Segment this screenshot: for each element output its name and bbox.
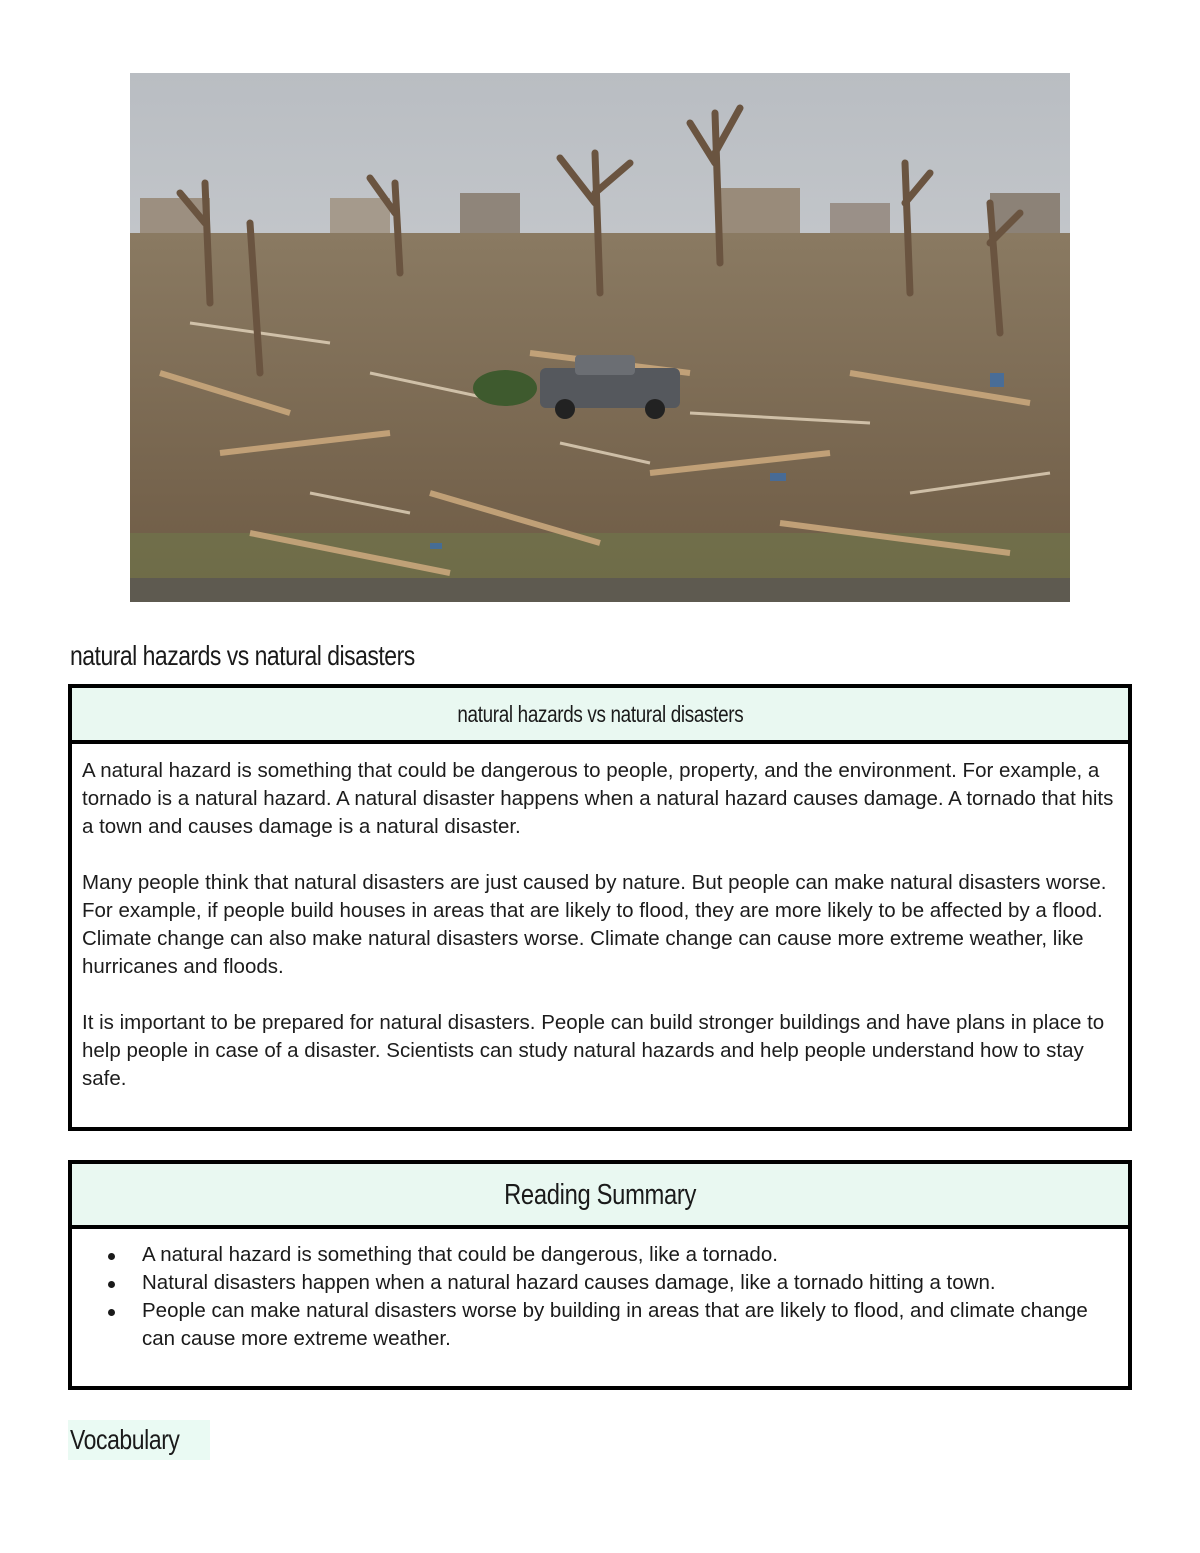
reading-box-header	[72, 688, 1128, 744]
bullet-icon	[108, 1281, 115, 1288]
summary-item-text: Natural disasters happen when a natural hazard causes damage, like a tornado hitting a town.	[142, 1271, 996, 1294]
reading-box-body	[72, 744, 1128, 1093]
summary-item-text: People can make natural disasters worse by building in areas that are likely to flood, and climate change can cause more extreme weather.	[142, 1299, 1088, 1350]
vocabulary-heading: Vocabulary	[70, 1424, 180, 1455]
summary-item-text: A natural hazard is something that could be dangerous, like a tornado.	[142, 1243, 778, 1266]
reading-box-title: natural hazards vs natural disasters	[457, 701, 743, 727]
bullet-icon	[108, 1253, 115, 1260]
tornado-damage-photo	[130, 73, 1070, 602]
summary-list	[72, 1229, 1128, 1353]
page-title: natural hazards vs natural disasters	[70, 640, 415, 671]
bullet-icon	[108, 1309, 115, 1316]
list-item	[142, 1297, 1088, 1353]
reading-paragraph: Many people think that natural disasters are just caused by nature. But people can make natural disasters worse. For example, if people build houses in areas that are likely to flood, they are more likely to be affected by a flood. Climate change can also make natural disasters worse. Climate change can cause more extreme weather, like hurricanes and floods.	[82, 871, 1107, 978]
summary-box-header	[72, 1164, 1128, 1229]
reading-paragraph: It is important to be prepared for natural disasters. People can build stronger buildings and have plans in place to help people in case of a disaster. Scientists can study natural hazards and help people understand how to stay safe.	[82, 1011, 1105, 1090]
reading-box	[68, 684, 1132, 1131]
vocabulary-heading-highlight	[68, 1420, 210, 1460]
reading-paragraph: A natural hazard is something that could be dangerous to people, property, and the environment. For example, a tornado is a natural hazard. A natural disaster happens when a natural hazard causes damage. A tornado that hits a town and causes damage is a natural disaster.	[82, 759, 1114, 838]
summary-box	[68, 1160, 1132, 1390]
summary-box-title: Reading Summary	[503, 1179, 697, 1211]
list-item	[142, 1269, 1088, 1297]
list-item	[142, 1241, 1088, 1269]
